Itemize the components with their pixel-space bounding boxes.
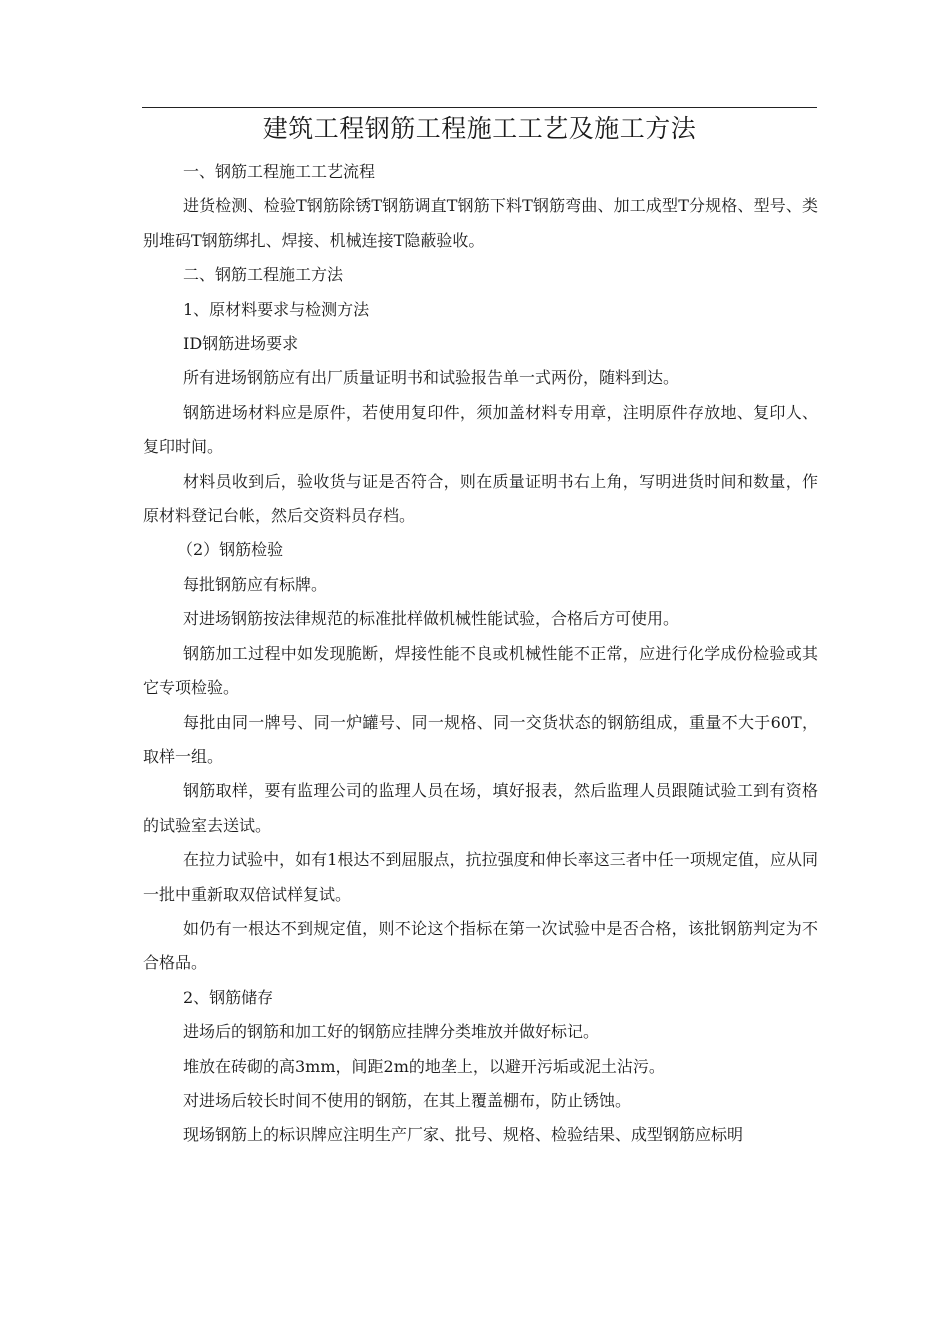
paragraph: 每批由同一牌号、同一炉罐号、同一规格、同一交货状态的钢筋组成，重量不大于60T，取样一组。 [143, 712, 818, 766]
subsection-heading: ID钢筋进场要求 [183, 334, 299, 354]
header-rule [142, 107, 817, 108]
document-title: 建筑工程钢筋工程施工工艺及施工方法 [262, 114, 697, 143]
paragraph: 现场钢筋上的标识牌应注明生产厂家、批号、规格、检验结果、成型钢筋应标明 [183, 1125, 744, 1145]
section-heading: 2、钢筋储存 [183, 987, 274, 1007]
paragraph: 如仍有一根达不到规定值，则不论这个指标在第一次试验中是否合格，该批钢筋判定为不合格品。 [143, 918, 818, 973]
paragraph: 进货检测、检验T钢筋除锈T钢筋调直T钢筋下料T钢筋弯曲、加工成型T分规格、型号、类别堆码T钢筋绑扎、焊接、机械连接T隐蔽验收。 [143, 196, 818, 250]
paragraph: 进场后的钢筋和加工好的钢筋应挂牌分类堆放并做好标记。 [183, 1022, 600, 1042]
paragraph: 钢筋进场材料应是原件，若使用复印件，须加盖材料专用章，注明原件存放地、复印人、复印时间。 [143, 402, 818, 457]
section-heading: 二、钢筋工程施工方法 [183, 265, 344, 285]
paragraph: 对进场钢筋按法律规范的标准批样做机械性能试验，合格后方可使用。 [183, 609, 680, 629]
paragraph: 对进场后较长时间不使用的钢筋，在其上覆盖棚布，防止锈蚀。 [183, 1090, 632, 1110]
paragraph: 钢筋取样，要有监理公司的监理人员在场，填好报表，然后监理人员跟随试验工到有资格的试验室去送试。 [143, 781, 818, 835]
paragraph: 堆放在砖砌的高3mm，间距2m的地垄上，以避开污垢或泥土沾污。 [183, 1056, 665, 1076]
paragraph: 所有进场钢筋应有出厂质量证明书和试验报告单一式两份，随料到达。 [183, 368, 680, 388]
paragraph: 材料员收到后，验收货与证是否符合，则在质量证明书右上角，写明进货时间和数量，作原材料登记台帐，然后交资料员存档。 [143, 471, 818, 526]
document-body [143, 155, 818, 1153]
section-heading: 一、钢筋工程施工工艺流程 [183, 162, 376, 181]
subsection-heading: 1、原材料要求与检测方法 [183, 299, 370, 319]
subsection-heading: （2）钢筋检验 [177, 540, 284, 560]
paragraph: 在拉力试验中，如有1根达不到屈服点，抗拉强度和伸长率这三者中任一项规定值，应从同一批中重新取双倍试样复试。 [143, 850, 818, 904]
paragraph: 每批钢筋应有标牌。 [183, 574, 328, 594]
paragraph: 钢筋加工过程中如发现脆断，焊接性能不良或机械性能不正常，应进行化学成份检验或其它专项检验。 [143, 643, 818, 698]
